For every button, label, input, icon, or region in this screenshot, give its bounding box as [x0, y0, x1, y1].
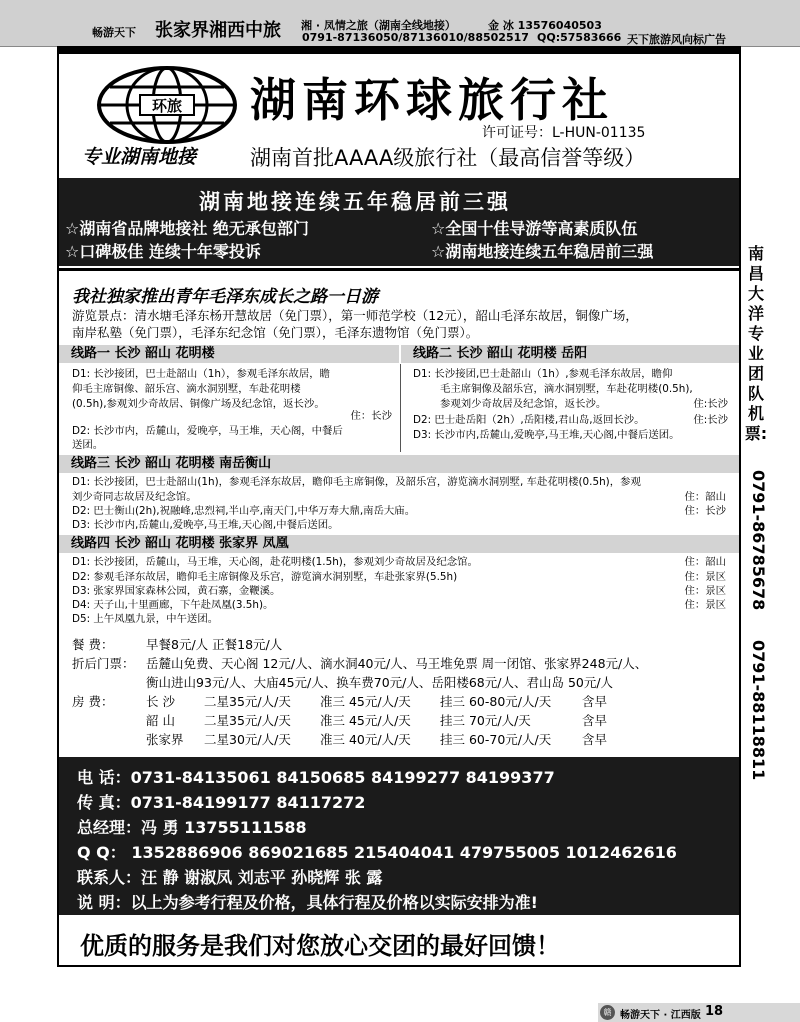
route-2-stay: 住:长沙	[693, 414, 728, 426]
route-3-stay: 住：长沙	[684, 505, 726, 517]
page-number: 18	[705, 1004, 724, 1019]
page-footer	[0, 1003, 800, 1022]
top-phones: 0791-87136050/87136010/88502517	[302, 31, 529, 44]
room-two-star: 二星30元/人/天	[204, 732, 291, 747]
side-label: 南昌大洋专业团队机票:	[744, 244, 768, 443]
meal-fee-value: 早餐8元/人 正餐18元/人	[146, 637, 283, 652]
route-1-header: 线路一 长沙 韶山 花明楼	[59, 345, 399, 363]
license-number: 许可证号：L-HUN-01135	[482, 125, 646, 141]
room-two-star: 二星35元/人/天	[204, 694, 291, 709]
route-4-stay: 住：景区	[684, 599, 726, 611]
banner-point: ☆湖南地接连续五年稳居前三强	[431, 242, 654, 261]
top-tagline: 畅游天下	[92, 26, 136, 39]
route-4-stay: 住：韶山	[684, 556, 726, 568]
route-1-line: 送团。	[72, 439, 104, 451]
room-note: 含早	[582, 694, 608, 709]
room-city: 韶 山	[146, 713, 175, 728]
route-4-line: D3: 张家界国家森林公园，黄石寨，金鞭溪。	[72, 585, 281, 597]
route-2-line: 毛主席铜像及韶乐宫，滴水洞别墅，车赴花明楼(0.5h),	[440, 383, 693, 395]
contact-block	[59, 757, 739, 915]
route-1-stay: 住：长沙	[350, 410, 392, 422]
agency-tagline: 湖南首批AAAA级旅行社（最高信誉等级）	[250, 146, 646, 170]
agency-title: 湖南环球旅行社	[250, 73, 614, 127]
route-4-header: 线路四 长沙 韶山 花明楼 张家界 凤凰	[59, 535, 739, 553]
route-2-stay: 住:长沙	[693, 398, 728, 410]
room-semi-three: 准三 45元/人/天	[320, 713, 411, 728]
contact-qq: Q Q： 1352886906 869021685 215404041 479755005 1012462616	[77, 843, 677, 862]
route-2-line: D3: 长沙市内,岳麓山,爱晚亭,马王堆,天心阁,中餐后送团。	[413, 429, 680, 441]
ticket-fee-line: 岳麓山免费、天心阁 12元/人、滴水洞40元/人、马王堆免票 周一闭馆、张家界248元/人、	[146, 656, 648, 671]
header-slogan: 专业湖南地接	[82, 146, 197, 168]
top-ad-label: 天下旅游风向标广告	[627, 33, 726, 46]
route-1-line: (0.5h),参观刘少奇故居、铜像广场及纪念馆，返长沙。	[72, 398, 325, 410]
route-4-stay: 住：景区	[684, 571, 726, 583]
route-3-line: 刘少奇同志故居及纪念馆。	[72, 491, 197, 503]
side-phone-2: 0791-88118811	[749, 640, 768, 781]
route-4-line: D4: 天子山,十里画廊，下午赴凤凰(3.5h)。	[72, 599, 274, 611]
room-note: 含早	[582, 732, 608, 747]
top-qq: QQ:57583666	[537, 31, 622, 44]
meal-fee-label: 餐 费：	[72, 637, 114, 652]
route-1-line: D1: 长沙接团，巴士赴韶山（1h），参观毛泽东故居，瞻	[72, 368, 331, 380]
ticket-fee-line: 衡山进山93元/人、大庙45元/人、换车费70元/人、岳阳楼68元/人、君山岛 50元/人	[146, 675, 614, 690]
banner-title: 湖南地接连续五年稳居前三强	[199, 190, 511, 214]
contact-fax: 传 真：0731-84199177 84117272	[77, 793, 366, 812]
ad-frame-topbar	[57, 46, 741, 54]
banner-point: ☆湖南省品牌地接社 绝无承包部门	[65, 219, 309, 238]
ticket-fee-label: 折后门票：	[72, 656, 135, 671]
strength-banner	[59, 178, 739, 266]
room-semi-three: 准三 40元/人/天	[320, 732, 411, 747]
bottom-slogan: 优质的服务是我们对您放心交团的最好回馈！	[80, 932, 560, 960]
route-3-line: D2: 巴士衡山(2h),祝融峰,忠烈祠,半山亭,南天门,中华万寿大鼎,南岳大庙。	[72, 505, 416, 517]
route-4-line: D2: 参观毛泽东故居，瞻仰毛主席铜像及乐宫，游览滴水洞别墅，车赴张家界(5.5h)	[72, 571, 458, 583]
route-2-line: 参观刘少奇故居及纪念馆，返长沙。	[440, 398, 607, 410]
tour-line: 游览景点：清水塘毛泽东杨开慧故居（免门票），第一师范学校（12元），韶山毛泽东故居，铜像广场，	[72, 308, 638, 323]
top-contact: 金 冰 13576040503	[488, 19, 602, 32]
banner-point: ☆口碑极佳 连续十年零投诉	[65, 242, 261, 261]
featured-tour-title: 我社独家推出青年毛泽东成长之路一日游	[72, 287, 378, 307]
route-3-stay: 住：韶山	[684, 491, 726, 503]
route-2-line: D1: 长沙接团,巴士赴韶山（1h）,参观毛泽东故居，瞻仰	[413, 368, 673, 380]
route-3-line: D1: 长沙接团，巴士赴韶山(1h)，参观毛泽东故居，瞻仰毛主席铜像，及韶乐宫，游览滴水洞别墅, 车赴花明楼(0.5h)，参观	[72, 476, 641, 488]
room-three-star: 挂三 70元/人/天	[440, 713, 531, 728]
footer-seal-icon: 赣	[600, 1005, 615, 1020]
tour-line: 南岸私塾（免门票），毛泽东纪念馆（免门票），毛泽东遗物馆（免门票）。	[72, 325, 479, 340]
featured-tour-desc	[72, 307, 728, 341]
banner-point: ☆全国十佳导游等高素质队伍	[431, 219, 638, 238]
top-strip	[0, 0, 800, 47]
route-3-header: 线路三 长沙 韶山 花明楼 南岳衡山	[59, 455, 739, 473]
logo-text: 环旅	[151, 97, 183, 115]
top-agency-name: 张家界湘西中旅	[155, 20, 281, 41]
room-city: 张家界	[146, 732, 184, 747]
route-4-stay: 住：景区	[684, 585, 726, 597]
route-4-line: D1: 长沙接团，岳麓山，马王堆，天心阁，赴花明楼(1.5h)，参观刘少奇故居及纪念馆。	[72, 556, 478, 568]
room-fee-label: 房 费：	[72, 694, 114, 709]
room-three-star: 挂三 60-70元/人/天	[440, 732, 552, 747]
route-1-line: D2: 长沙市内，岳麓山，爱晚亭，马王堆，天心阁，中餐后	[72, 425, 343, 437]
route-divider	[400, 364, 401, 452]
room-note: 含早	[582, 713, 608, 728]
contact-manager: 总经理：冯 勇 13755111588	[77, 818, 307, 837]
contact-persons: 联系人：汪 静 谢淑凤 刘志平 孙晓辉 张 露	[77, 868, 383, 887]
route-4-line: D5: 上午凤凰九景，中午送团。	[72, 613, 219, 625]
contact-note: 说 明：以上为参考行程及价格，具体行程及价格以实际安排为准!	[77, 893, 538, 912]
globe-logo-icon	[96, 65, 238, 145]
room-two-star: 二星35元/人/天	[204, 713, 291, 728]
route-2-header: 线路二 长沙 韶山 花明楼 岳阳	[401, 345, 739, 363]
footer-publication: 畅游天下 · 江西版	[620, 1010, 701, 1021]
side-phone-1: 0791-86785678	[749, 470, 768, 611]
route-1-line: 仰毛主席铜像、韶乐宫、滴水洞别墅，车赴花明楼	[72, 383, 301, 395]
top-brand: 湘 · 凤情之旅（湖南全线地接）	[301, 19, 456, 32]
room-city: 长 沙	[146, 694, 175, 709]
route-2-line: D2: 巴士赴岳阳（2h）,岳阳楼,君山岛,返回长沙。	[413, 414, 645, 426]
room-semi-three: 准三 45元/人/天	[320, 694, 411, 709]
route-3-line: D3: 长沙市内,岳麓山,爱晚亭,马王堆,天心阁,中餐后送团。	[72, 519, 339, 531]
contact-phone: 电 话：0731-84135061 84150685 84199277 84199377	[77, 768, 555, 787]
room-three-star: 挂三 60-80元/人/天	[440, 694, 552, 709]
